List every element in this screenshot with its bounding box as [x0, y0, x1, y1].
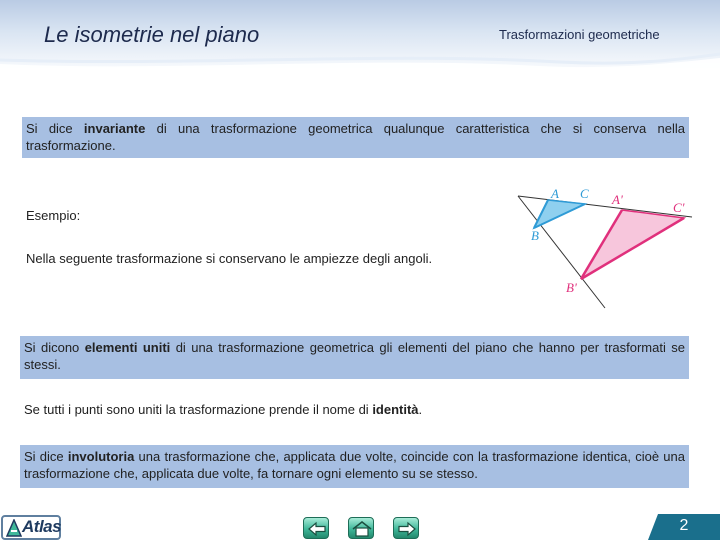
invariante-term: invariante: [83, 121, 146, 136]
elementi-uniti-term: elementi uniti: [84, 340, 171, 355]
arrow-left-icon: [304, 518, 330, 540]
esempio-label: Esempio:: [26, 208, 81, 223]
invariante-text-pre: Si dice: [26, 121, 84, 136]
next-slide-button[interactable]: [393, 517, 419, 539]
prev-slide-button[interactable]: [303, 517, 329, 539]
atlas-logo: [1, 515, 61, 540]
home-icon: [349, 518, 375, 540]
label-a: A: [551, 186, 559, 201]
elementi-uniti-text-pre: Si dicono: [24, 340, 85, 355]
page-title: Le isometrie nel piano: [44, 22, 260, 47]
identita-term: identità: [372, 402, 419, 417]
involutoria-term: involutoria: [67, 449, 135, 464]
arrow-right-icon: [394, 518, 420, 540]
label-c-prime: C': [673, 200, 685, 215]
identita-sentence: [24, 402, 422, 417]
label-c: C: [580, 186, 589, 201]
home-button[interactable]: [348, 517, 374, 539]
label-a-prime: A': [612, 192, 623, 207]
atlas-logo-text: Atlas: [22, 517, 62, 536]
involutoria-text-pre: Si dice: [24, 449, 68, 464]
label-b: B: [531, 228, 539, 243]
atlas-logo-icon: [6, 519, 22, 537]
page-number-badge: [648, 514, 720, 540]
definition-invariante-panel: [22, 117, 689, 158]
definition-elementi-uniti-panel: [20, 336, 689, 379]
identita-text-pre: Se tutti i punti sono uniti la trasformazione prende il nome di: [24, 402, 373, 417]
section-title: Trasformazioni geometriche: [499, 27, 660, 42]
esempio-text: Nella seguente trasformazione si conservano le ampiezze degli angoli.: [26, 251, 433, 266]
label-b-prime: B': [566, 280, 577, 295]
invariante-text-post: di una trasformazione geometrica qualunque caratteristica che si conserva nella trasformazione.: [26, 121, 685, 153]
isometry-figure: [510, 180, 700, 315]
involutoria-text-post: una trasformazione che, applicata due volte, coincide con la trasformazione identica, cioè una trasformazione che, applicata due volte, fa tornare ogni elemento su se stesso.: [24, 449, 685, 481]
identita-text-post: .: [418, 402, 423, 417]
definition-involutoria-panel: [20, 445, 689, 488]
elementi-uniti-text-post: di una trasformazione geometrica gli elementi del piano che hanno per trasformati se stessi.: [24, 340, 685, 372]
page-number: 2: [679, 517, 689, 534]
